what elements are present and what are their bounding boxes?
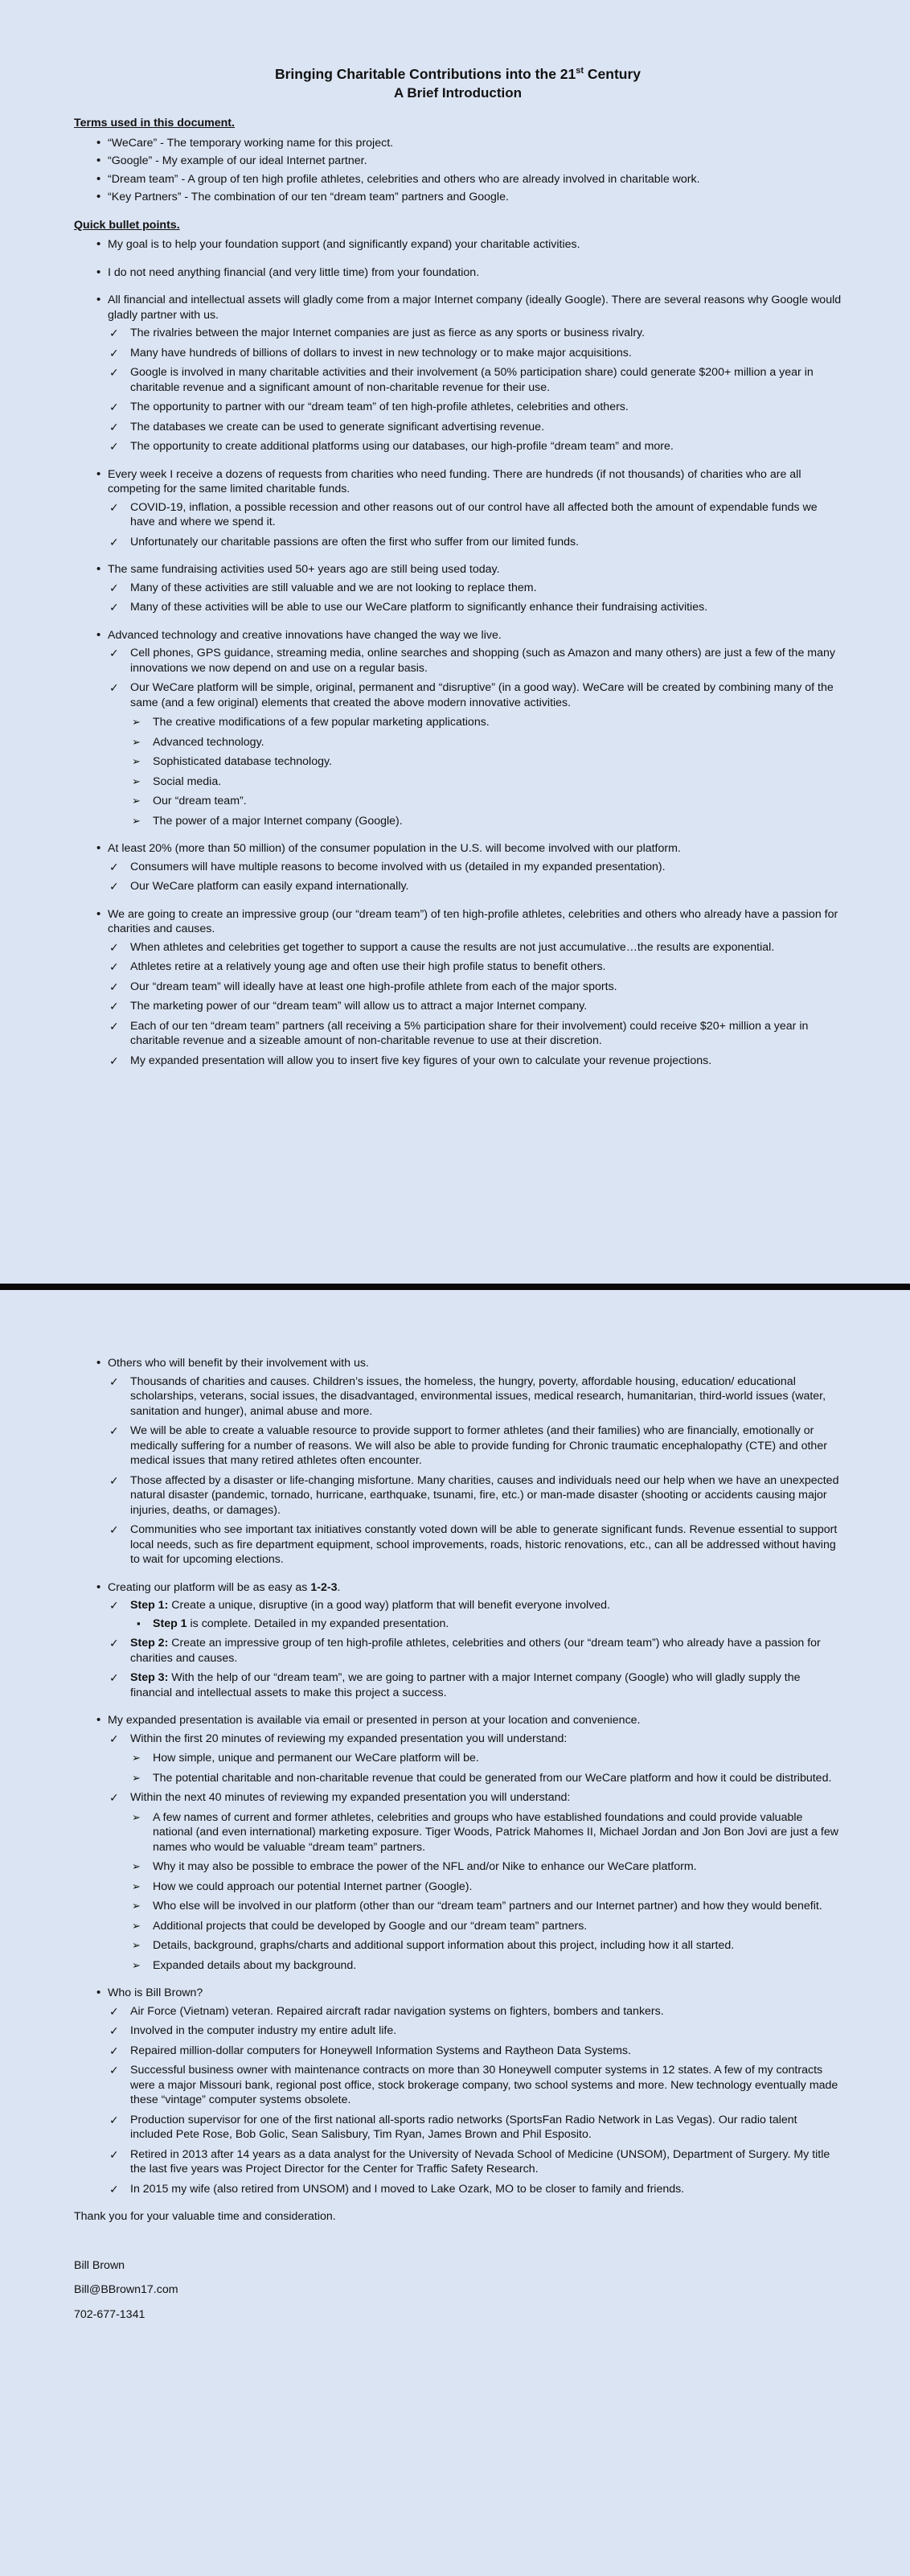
- sub-item: [108, 680, 842, 828]
- sub-item: ✓ In 2015 my wife (also retired from UNSOM) and I moved to Lake Ozark, MO to be closer to family and friends.: [108, 2182, 842, 2197]
- list-item: [74, 467, 842, 550]
- sub-item: ✓ Many of these activities are still valuable and we are not looking to replace them.: [108, 581, 842, 596]
- sub-sub-item: ➢ The creative modifications of a few popular marketing applications.: [130, 715, 842, 730]
- sub-list: [108, 940, 842, 1069]
- sub-sub-item: [130, 1617, 842, 1632]
- sub-item: ✓ We will be able to create a valuable resource to provide support to former athletes (and their families) who are financially, emotionally or medically suffering for a number of reasons. We will also be able to provide funding for Chronic traumatic encephalopathy (CTE) and other medical issues that many retired athletes often encounter.: [108, 1424, 842, 1469]
- sub-item: ✓ The databases we create can be used to generate significant advertising revenue.: [108, 420, 842, 435]
- step-label: Step 1: [153, 1617, 187, 1630]
- sub-item: ✓ Involved in the computer industry my entire adult life.: [108, 2023, 842, 2039]
- quick-list: [74, 237, 842, 1068]
- page-1-content: [74, 64, 842, 1081]
- sub-item: ✓ Successful business owner with maintenance contracts on more than 30 Honeywell computer systems in 12 states. A few of my contracts were a major Missouri bank, regional post office, stock brokerage company, two school systems and more. New technology eventually made these “vintage” computer systems obsolete.: [108, 2063, 842, 2108]
- list-item: [74, 628, 842, 829]
- sub-sub-item: ➢ Sophisticated database technology.: [130, 754, 842, 770]
- sub-item: ✓ Consumers will have multiple reasons to become involved with us (detailed in my expanded presentation).: [108, 860, 842, 875]
- signature-block: [74, 2258, 842, 2323]
- sub-item: ✓ Our WeCare platform can easily expand internationally.: [108, 879, 842, 894]
- sub-item: ✓ Each of our ten “dream team” partners (all receiving a 5% participation share for their involvement) could receive $20+ million a year in charitable revenue and a sizeable amount of non-charitable revenue to use at their discretion.: [108, 1019, 842, 1049]
- sub-sub-list: [130, 1810, 842, 1974]
- page-2-content: [74, 1356, 842, 2332]
- sub-sub-item: ➢ Who else will be involved in our platform (other than our “dream team” partners and our Internet partner) and how they would benefit.: [130, 1899, 842, 1914]
- sub-item: ✓ Unfortunately our charitable passions are often the first who suffer from our limited funds.: [108, 535, 842, 550]
- list-item: • “Dream team” - A group of ten high profile athletes, celebrities and others who are already involved in charitable work.: [74, 172, 842, 187]
- list-item: • “Key Partners” - The combination of our ten “dream team” partners and Google.: [74, 190, 842, 205]
- step-text: is complete. Detailed in my expanded presentation.: [187, 1617, 449, 1630]
- sub-item: ✓ Repaired million-dollar computers for Honeywell Information Systems and Raytheon Data Systems.: [108, 2044, 842, 2059]
- terms-heading: Terms used in this document.: [74, 117, 235, 129]
- sub-list: [108, 1732, 842, 1974]
- list-item: [74, 293, 842, 454]
- title-superscript: st: [576, 66, 584, 76]
- sub-item: ✓ My expanded presentation will allow you to insert five key figures of your own to calculate your revenue projections.: [108, 1054, 842, 1069]
- list-item: [74, 907, 842, 1069]
- title-text-end: Century: [584, 66, 642, 82]
- sub-item-text: Our WeCare platform will be simple, original, permanent and “disruptive” (in a good way). WeCare will be created by combining many of the same (and a few original) elements that created the above modern innovative activities.: [130, 681, 834, 709]
- list-item: [74, 265, 842, 281]
- sub-item: [108, 1598, 842, 1631]
- sub-item: ✓ The marketing power of our “dream team” will allow us to attract a major Internet company.: [108, 999, 842, 1014]
- bullet-text: Others who will benefit by their involvement with us.: [108, 1357, 369, 1370]
- sub-sub-item: ➢ A few names of current and former athletes, celebrities and groups who have established foundations and could provide valuable national (and even international) marketing exposure. Tiger Woods, Patrick Mahomes II, Michael Jordan and Jon Bon Jovi are just a few names who would be valuable “dream team” partners.: [130, 1810, 842, 1855]
- list-item: [74, 562, 842, 615]
- page-2-list: [74, 1356, 842, 2196]
- bullet-text: I do not need anything financial (and very little time) from your foundation.: [108, 265, 480, 279]
- sub-sub-item: ➢ How we could approach our potential Internet partner (Google).: [130, 1880, 842, 1895]
- bullet-text: All financial and intellectual assets will gladly come from a major Internet company (ideally Google). There are several reasons why Google would gladly partner with us.: [108, 294, 842, 322]
- bullet-text: At least 20% (more than 50 million) of the consumer population in the U.S. will become involved with our platform.: [108, 842, 681, 855]
- bullet-text: My goal is to help your foundation support (and significantly expand) your charitable activities.: [108, 238, 580, 251]
- sub-list: [108, 860, 842, 894]
- bullet-text: Every week I receive a dozens of requests from charities who need funding. There are hundreds (if not thousands) of charities who are all competing for the same limited charitable funds.: [108, 467, 801, 495]
- step-text: With the help of our “dream team”, we are going to partner with a major Internet company (Google) who will gladly supply the financial and intellectual assets to make this project a success.: [130, 1671, 801, 1699]
- sub-list: [108, 581, 842, 615]
- sub-sub-item: ➢ Additional projects that could be developed by Google and our “dream team” partners.: [130, 1919, 842, 1934]
- sub-item: ✓ Retired in 2013 after 14 years as a data analyst for the University of Nevada School of Medicine (UNSOM), Department of Surgery. My title the last five years was Project Director for the Center for Traffic Safety Research.: [108, 2147, 842, 2177]
- step-label: Step 2:: [130, 1637, 169, 1650]
- sub-item: ✓ Thousands of charities and causes. Children’s issues, the homeless, the hungry, poverty, affordable housing, education/ educational scholarships, veterans, social issues, the disadvantaged, environmental issues, medical research, humanitarian, third-world issues (water, sanitation and hunger), animal abuse and more.: [108, 1374, 842, 1419]
- sub-item: ✓ Those affected by a disaster or life-changing misfortune. Many charities, causes and individuals need our help when we have an unexpected natural disaster (pandemic, tornado, hurricane, earthquake, tsunami, fire, etc.) or man-made disaster (shooting or accidents causing major injuries, deaths, or damages).: [108, 1473, 842, 1518]
- sub-list: [108, 326, 842, 454]
- list-item: [74, 841, 842, 894]
- sub-item: [108, 1790, 842, 1973]
- sub-item: ✓ The opportunity to create additional platforms using our databases, our high-profile “dream team” and more.: [108, 439, 842, 454]
- sub-item: [108, 1670, 842, 1700]
- bullet-text-bold: 1-2-3: [310, 1580, 338, 1594]
- page-divider: [0, 1284, 910, 1290]
- sub-sub-item: ➢ Social media.: [130, 774, 842, 790]
- bullet-text: Who is Bill Brown?: [108, 1986, 203, 1999]
- sub-sub-item: ➢ Expanded details about my background.: [130, 1958, 842, 1974]
- page-1: [0, 0, 910, 1284]
- sub-sub-item: ➢ The potential charitable and non-charitable revenue that could be generated from our WeCare platform and how it could be distributed.: [130, 1771, 842, 1786]
- sub-item: ✓ Google is involved in many charitable activities and their involvement (a 50% participation share) could generate $200+ million a year in charitable revenue and a significant amount of non-charitable revenue for their use.: [108, 365, 842, 395]
- list-item: • “Google” - My example of our ideal Internet partner.: [74, 154, 842, 169]
- sub-item-text: Within the next 40 minutes of reviewing my expanded presentation you will understand:: [130, 1791, 571, 1804]
- bullet-text-end: .: [337, 1580, 341, 1594]
- step-label: Step 3:: [130, 1671, 169, 1684]
- signature-name: Bill Brown: [74, 2258, 125, 2272]
- page-2: [0, 1292, 910, 2576]
- sub-item: ✓ COVID-19, inflation, a possible recession and other reasons out of our control have all affected both the amount of expendable funds we have and where we spend it.: [108, 500, 842, 530]
- sub-item: [108, 1636, 842, 1666]
- sub-item: ✓ When athletes and celebrities get together to support a cause the results are not just accumulative…the results are exponential.: [108, 940, 842, 955]
- signature-phone: 702-677-1341: [74, 2307, 146, 2321]
- sub-item: ✓ Our “dream team” will ideally have at least one high-profile athlete from each of the major sports.: [108, 980, 842, 995]
- sub-item: ✓ The rivalries between the major Internet companies are just as fierce as any sports or business rivalry.: [108, 326, 842, 341]
- sub-sub-item: ➢ The power of a major Internet company (Google).: [130, 814, 842, 829]
- sub-sub-item: ➢ Advanced technology.: [130, 735, 842, 750]
- bullet-text: Creating our platform will be as easy as: [108, 1580, 311, 1594]
- sub-sub-item: ➢ How simple, unique and permanent our WeCare platform will be.: [130, 1751, 842, 1766]
- quick-heading: Quick bullet points.: [74, 218, 180, 232]
- sub-item: ✓ Air Force (Vietnam) veteran. Repaired aircraft radar navigation systems on fighters, bombers and tankers.: [108, 2004, 842, 2019]
- step-text: Create an impressive group of ten high-profile athletes, celebrities and others (our “dream team”) who already have a passion for charities and causes.: [130, 1637, 821, 1665]
- sub-list: [108, 1598, 842, 1700]
- sub-item: ✓ Many have hundreds of billions of dollars to invest in new technology or to make major acquisitions.: [108, 346, 842, 361]
- sub-list: [108, 500, 842, 550]
- sub-list: [108, 646, 842, 828]
- document-subtitle: A Brief Introduction: [394, 85, 522, 101]
- sub-sub-item: ➢ Why it may also be possible to embrace the power of the NFL and/or Nike to enhance our WeCare platform.: [130, 1859, 842, 1875]
- bullet-text: Advanced technology and creative innovations have changed the way we live.: [108, 628, 502, 642]
- sub-sub-item: ➢ Our “dream team”.: [130, 794, 842, 809]
- sub-item-text: Within the first 20 minutes of reviewing my expanded presentation you will understand:: [130, 1732, 568, 1745]
- signature-email: Bill@BBrown17.com: [74, 2283, 178, 2296]
- sub-item: ✓ Cell phones, GPS guidance, streaming media, online searches and shopping (such as Amazon and many others) are just a few of the many innovations we now depend on and use on a regular basis.: [108, 646, 842, 676]
- document-title: [74, 64, 842, 84]
- sub-item: ✓ The opportunity to partner with our “dream team” of ten high-profile athletes, celebrities and others.: [108, 400, 842, 415]
- list-item: [74, 1713, 842, 1973]
- sub-sub-item: ➢ Details, background, graphs/charts and additional support information about this project, including how it all started.: [130, 1938, 842, 1954]
- bullet-text: My expanded presentation is available via email or presented in person at your location and convenience.: [108, 1714, 641, 1727]
- sub-sub-list: [130, 1751, 842, 1785]
- list-item: [74, 237, 842, 253]
- sub-sub-list: [130, 1617, 842, 1632]
- bullet-text: The same fundraising activities used 50+ years ago are still being used today.: [108, 563, 500, 576]
- list-item: • “WeCare” - The temporary working name for this project.: [74, 136, 842, 151]
- thanks-line: Thank you for your valuable time and consideration.: [74, 2210, 336, 2223]
- sub-list: [108, 2004, 842, 2197]
- list-item: [74, 1580, 842, 1701]
- list-item: [74, 1986, 842, 2196]
- sub-item: [108, 1732, 842, 1786]
- terms-list: [74, 136, 842, 205]
- step-label: Step 1:: [130, 1599, 169, 1612]
- sub-sub-list: [130, 715, 842, 828]
- list-item: [74, 1356, 842, 1567]
- sub-item: ✓ Athletes retire at a relatively young age and often use their high profile status to benefit others.: [108, 959, 842, 975]
- sub-item: ✓ Communities who see important tax initiatives constantly voted down will be able to generate significant funds. Revenue essential to support local needs, such as fire department equipment, school improvements, roads, historic renovations, etc., can all be addressed without having to wait for upcoming elections.: [108, 1522, 842, 1567]
- sub-item: ✓ Many of these activities will be able to use our WeCare platform to significantly enhance their fundraising activities.: [108, 600, 842, 615]
- sub-item: ✓ Production supervisor for one of the first national all-sports radio networks (SportsFan Radio Network in Las Vegas). Our radio talent included Pete Rose, Bob Golic, Sean Salisbury, Tim Ryan, James Brown and Phil Esposito.: [108, 2113, 842, 2143]
- bullet-text: We are going to create an impressive group (our “dream team”) of ten high-profile athletes, celebrities and others who already have a passion for charities and causes.: [108, 907, 838, 935]
- title-text: Bringing Charitable Contributions into the 21: [274, 66, 576, 82]
- step-text: Create a unique, disruptive (in a good way) platform that will benefit everyone involved.: [168, 1599, 610, 1612]
- sub-list: [108, 1374, 842, 1567]
